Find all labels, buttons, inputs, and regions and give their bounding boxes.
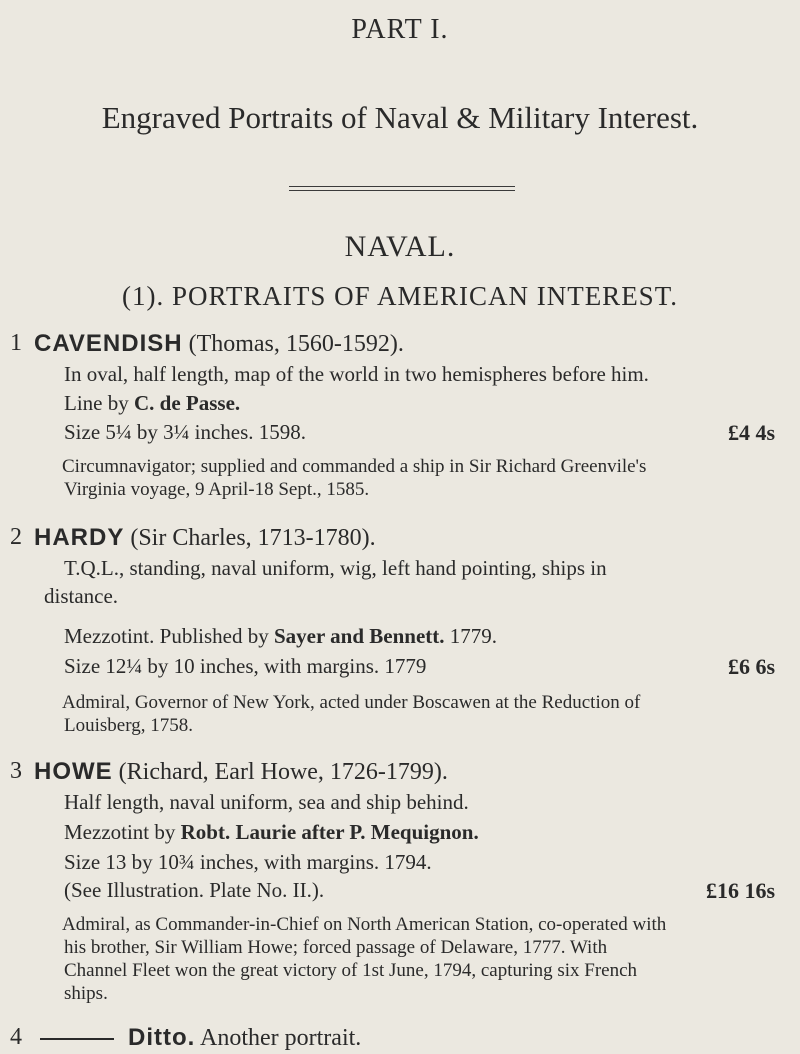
entry-engraver bbox=[64, 820, 479, 845]
ditto-dash bbox=[40, 1038, 114, 1040]
subsection-heading: (1). PORTRAITS OF AMERICAN INTEREST. bbox=[122, 281, 678, 311]
entry-number: 4 bbox=[10, 1024, 22, 1050]
entry-engraver bbox=[64, 624, 497, 649]
entry-note-line: Virginia voyage, 9 April-18 Sept., 1585. bbox=[64, 479, 370, 500]
entry-heading bbox=[34, 758, 448, 786]
engraver-prefix: Mezzotint by bbox=[64, 820, 176, 844]
entry-description: T.Q.L., standing, naval uniform, wig, left hand pointing, ships in bbox=[64, 556, 607, 580]
entry-description: Half length, naval uniform, sea and ship behind. bbox=[64, 790, 469, 814]
entry-note-line: Admiral, Governor of New York, acted under Boscawen at the Reduction of bbox=[62, 692, 641, 713]
entry-note-line: Admiral, as Commander-in-Chief on North American Station, co-operated with bbox=[62, 914, 667, 935]
entry-name-detail: (Thomas, 1560-1592). bbox=[188, 331, 404, 357]
entry-note-line: his brother, Sir William Howe; forced passage of Delaware, 1777. With bbox=[64, 937, 608, 958]
entry-heading bbox=[34, 524, 376, 552]
entry-name: Ditto. bbox=[128, 1024, 196, 1051]
entry-name-detail: (Sir Charles, 1713-1780). bbox=[130, 525, 376, 551]
entry-number: 1 bbox=[10, 330, 22, 356]
entry-heading bbox=[34, 330, 404, 358]
entry-description: In oval, half length, map of the world in two hemispheres before him. bbox=[64, 362, 649, 386]
entry-price: £6 6s bbox=[727, 654, 775, 679]
part-heading: PART I. bbox=[351, 14, 449, 45]
entry-see-illustration: (See Illustration. Plate No. II.). bbox=[64, 878, 325, 902]
page-title: Engraved Portraits of Naval & Military Interest. bbox=[101, 100, 699, 135]
entry-name: HARDY bbox=[34, 524, 125, 551]
engraver-prefix: Line by bbox=[64, 391, 129, 415]
section-heading: NAVAL. bbox=[344, 230, 456, 263]
entry-note-line: ships. bbox=[64, 983, 108, 1004]
entry-size: Size 13 by 10¾ inches, with margins. 1794. bbox=[64, 850, 432, 874]
entry-price: £4 4s bbox=[727, 420, 775, 445]
engraver-name: Robt. Laurie after P. Mequignon. bbox=[180, 820, 479, 844]
entry-number: 2 bbox=[10, 524, 22, 550]
entry-heading bbox=[34, 1024, 361, 1052]
entry-note-line: Louisberg, 1758. bbox=[64, 715, 193, 736]
entry-description-cont: distance. bbox=[44, 584, 119, 608]
title-divider bbox=[289, 186, 515, 191]
entry-note-line: Channel Fleet won the great victory of 1st June, 1794, capturing six French bbox=[64, 960, 638, 981]
engraver-prefix: Mezzotint. Published by bbox=[64, 624, 269, 648]
engraver-name: Sayer and Bennett. bbox=[273, 624, 445, 648]
entry-name-detail: (Richard, Earl Howe, 1726-1799). bbox=[118, 759, 448, 785]
entry-number: 3 bbox=[10, 758, 22, 784]
entry-size: Size 12¼ by 10 inches, with margins. 1779 bbox=[64, 654, 427, 678]
entry-name-detail: Another portrait. bbox=[200, 1025, 362, 1051]
engraver-suffix: 1779. bbox=[449, 624, 498, 648]
entry-engraver bbox=[64, 391, 240, 416]
entry-name: CAVENDISH bbox=[34, 330, 183, 357]
entry-price: £16 16s bbox=[705, 878, 775, 903]
entry-size: Size 5¼ by 3¼ inches. 1598. bbox=[64, 420, 307, 444]
engraver-name: C. de Passe. bbox=[133, 391, 241, 415]
entry-name: HOWE bbox=[34, 758, 113, 785]
entry-note-line: Circumnavigator; supplied and commanded a ship in Sir Richard Greenvile's bbox=[62, 456, 647, 477]
